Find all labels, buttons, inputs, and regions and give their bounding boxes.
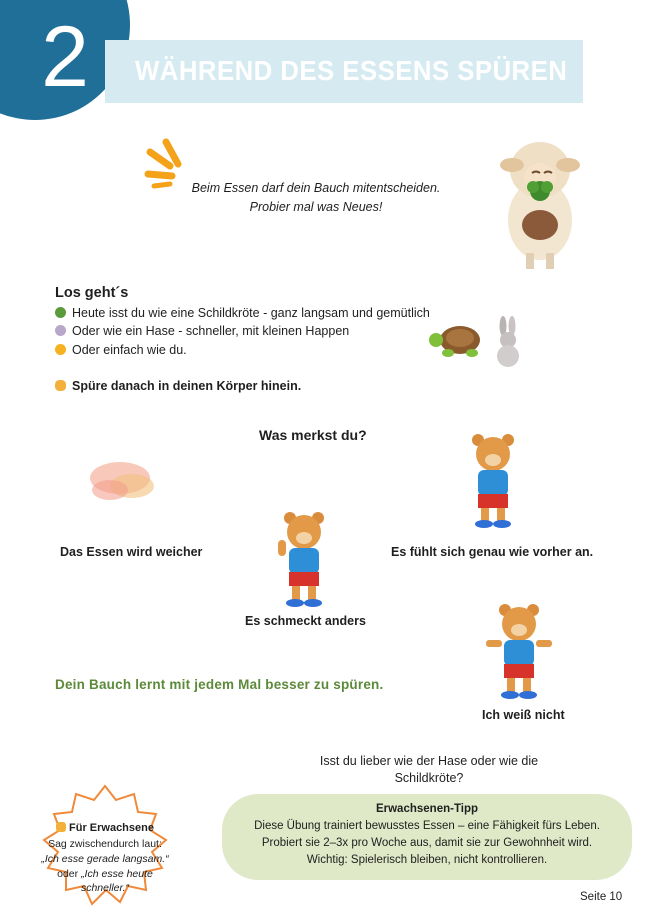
rabbit-illustration [492,316,524,368]
adults-line-2: „Ich esse gerade langsam.“ [41,853,169,865]
bear-figure-1 [464,432,522,530]
bear-figure-2 [272,510,336,610]
list-item: Heute isst du wie eine Schildkröte - ganz langsam und gemütlich [55,306,430,320]
option-dont-know: Ich weiß nicht [482,708,565,722]
feel-line: Spüre danach in deinen Körper hinein. [55,379,301,393]
intro-line-1: Beim Essen darf dein Bauch mitentscheiden. [191,181,441,195]
option-same: Es fühlt sich genau wie vorher an. [391,545,594,559]
intro-line-2: Probier mal was Neues! [249,200,383,214]
family-icon [56,822,66,832]
turtle-icon [55,307,66,318]
option-different: Es schmeckt anders [245,614,366,628]
turtle-illustration [428,320,486,360]
bear-figure-3 [484,602,554,702]
adults-line-3: oder „Ich esse heute [57,868,153,880]
adult-tip-title: Erwachsenen-Tipp [375,803,479,815]
sheep-illustration [490,125,590,275]
list-item: Oder einfach wie du. [55,343,187,357]
encouragement-message: Dein Bauch lernt mit jedem Mal besser zu spüren. [55,677,384,692]
adult-tip-line-1: Diese Übung trainiert bewusstes Essen – eine Fähigkeit fürs Leben. [254,820,600,832]
page-number: Seite 10 [580,891,623,903]
soft-food-illustration [80,448,165,518]
page-title: WÄHREND DES ESSENS SPÜREN [135,55,568,86]
adults-line-1: Sag zwischendurch laut: [48,838,162,850]
ear-icon [55,380,66,391]
question-heading: Was merkst du? [259,427,367,443]
adults-title: Für Erwachsene [30,822,180,834]
lets-go-heading: Los geht´s [55,285,129,301]
list-item: Oder wie ein Hase - schneller, mit kleinen Happen [55,324,349,338]
option-softer: Das Essen wird weicher [60,545,203,559]
smiley-icon [55,344,66,355]
adult-tip-line-3: Wichtig: Spielerisch bleiben, nicht kontrollieren. [306,854,548,866]
adults-line-4: schneller.“ [80,882,130,894]
choice-question-line-2: Schildkröte? [394,771,464,785]
rabbit-icon [55,325,66,336]
chapter-number: 2 [41,9,89,105]
adult-tip-line-2: Probiert sie 2–3x pro Woche aus, damit sie zur Gewohnheit wird. [261,837,593,849]
choice-question-line-1: Isst du lieber wie der Hase oder wie die [319,754,539,768]
